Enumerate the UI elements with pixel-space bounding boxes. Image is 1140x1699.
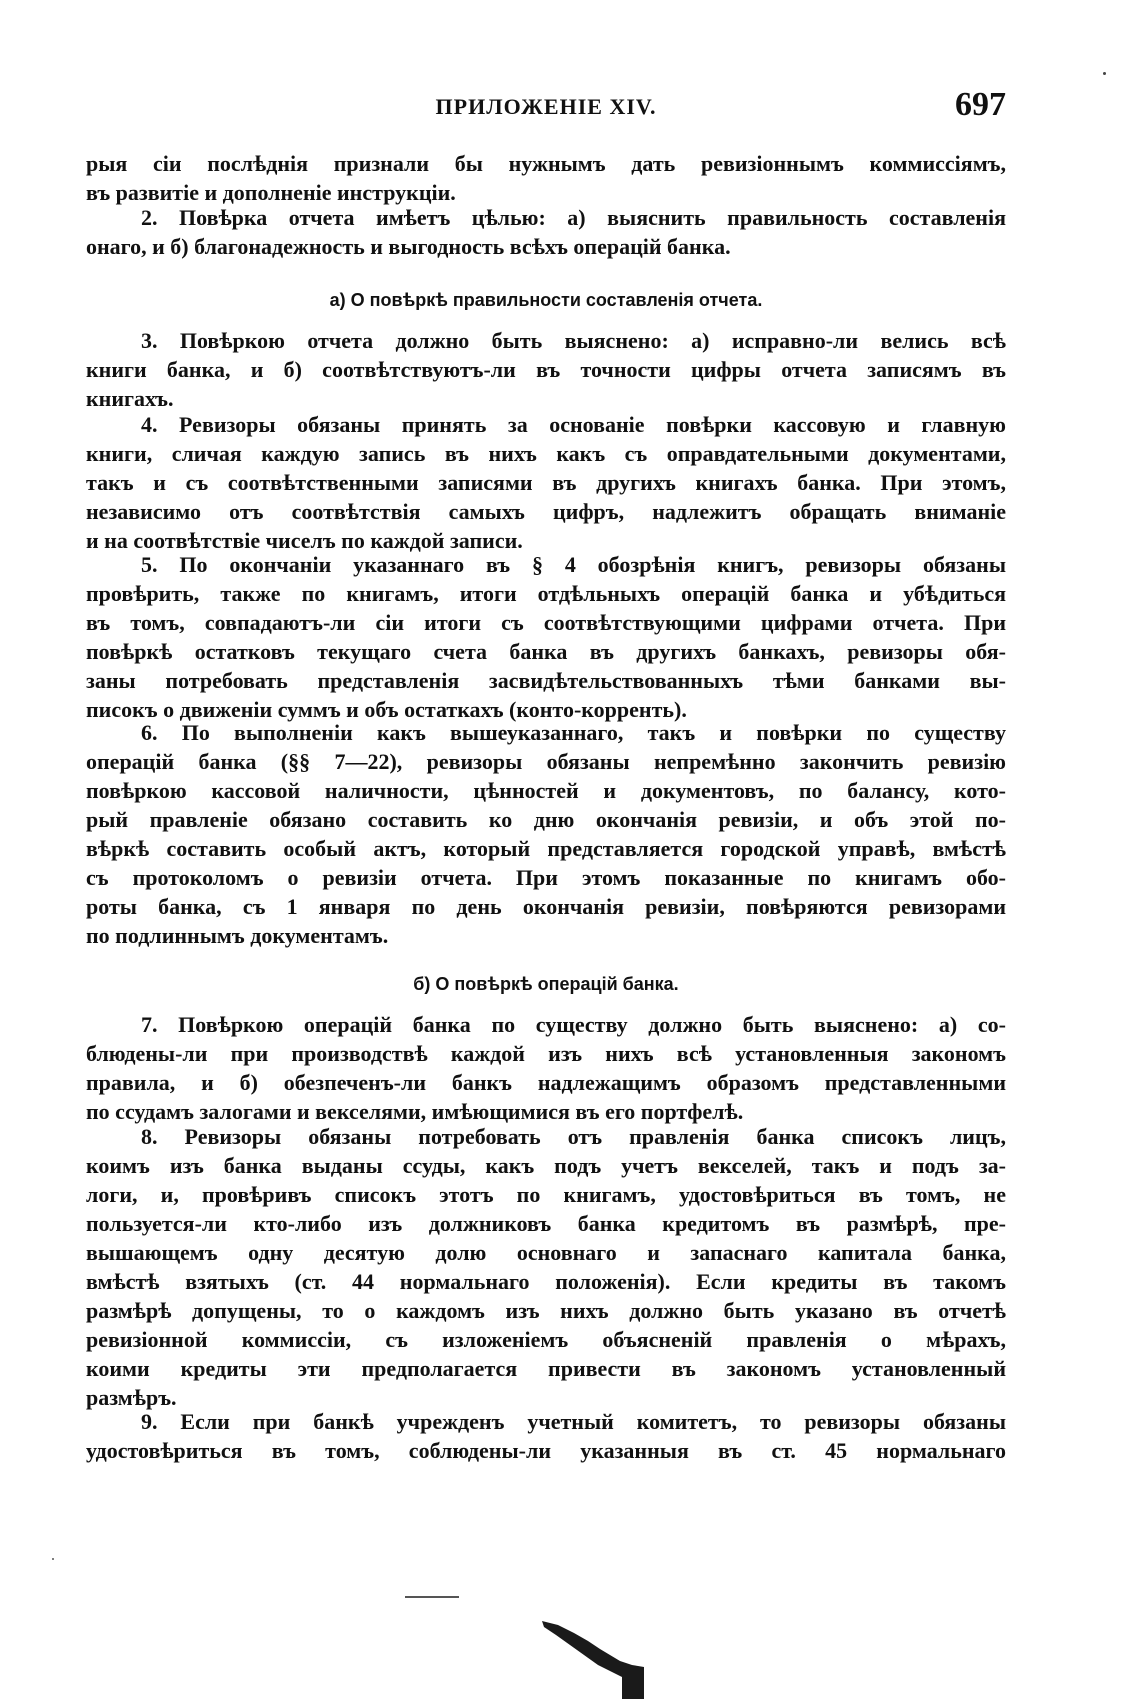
text-line: въ томъ, совпадаютъ-ли сіи итоги съ соотвѣтствующими цифрами отчета. При: [86, 610, 1006, 635]
text-line: 8. Ревизоры обязаны потребовать отъ правленія банка списокъ лицъ,: [141, 1124, 1006, 1149]
paragraph-5: [86, 550, 1006, 724]
text-line: вышающемъ одну десятую долю основнаго и запаснаго капитала банка,: [86, 1240, 1006, 1265]
scan-artifact-blot: [540, 1615, 650, 1699]
paragraph-3: [86, 326, 1006, 413]
text-line: такъ и съ соотвѣтственными записями въ другихъ книгахъ банка. При этомъ,: [86, 470, 1006, 495]
text-line: 9. Если при банкѣ учрежденъ учетный комитетъ, то ревизоры обязаны: [141, 1409, 1006, 1434]
running-title: ПРИЛОЖЕНІЕ XIV.: [435, 94, 657, 119]
text-line: удостовѣриться въ томъ, соблюдены-ли указанныя въ ст. 45 нормальнаго: [86, 1438, 1006, 1463]
text-line: повѣркою кассовой наличности, цѣнностей и документовъ, по балансу, кото-: [86, 778, 1006, 803]
text-line: повѣркѣ остатковъ текущаго счета банка въ другихъ банкахъ, ревизоры обя-: [86, 639, 1006, 664]
text-line: роты банка, съ 1 января по день окончанія ревизіи, повѣряются ревизорами: [86, 894, 1006, 919]
text-line: рый правленіе обязано составить ко дню окончанія ревизіи, и объ этой по-: [86, 807, 1006, 832]
text-line: ревизіонной коммиссіи, съ изложеніемъ объясненій правленія о мѣрахъ,: [86, 1327, 1006, 1352]
text-line: вѣркѣ составить особый актъ, который представляется городской управѣ, вмѣстѣ: [86, 836, 1006, 861]
text-line: рыя сіи послѣднія признали бы нужнымъ дать ревизіоннымъ коммиссіямъ,: [86, 151, 1006, 176]
text-line: операцій банка (§§ 7—22), ревизоры обязаны непремѣнно закончить ревизію: [86, 749, 1006, 774]
section-heading-a: а) О повѣркѣ правильности составленія отчета.: [329, 290, 763, 310]
text-line: 3. Повѣркою отчета должно быть выяснено: а) исправно-ли велись всѣ: [141, 328, 1006, 353]
text-line: вмѣстѣ взятыхъ (ст. 44 нормальнаго положенія). Если кредиты въ такомъ: [86, 1269, 1006, 1294]
scan-dot: [1103, 72, 1106, 75]
text-line: коимъ изъ банка выданы ссуды, какъ подъ учетъ векселей, такъ и подъ за-: [86, 1153, 1006, 1178]
paragraph-8: [86, 1122, 1006, 1412]
scan-artifact-line: [405, 1596, 459, 1598]
text-line: провѣрить, также по книгамъ, итоги отдѣльныхъ операцій банка и убѣдиться: [86, 581, 1006, 606]
text-line: коими кредиты эти предполагается привести въ закономъ установленный: [86, 1356, 1006, 1381]
paragraph-9: [86, 1407, 1006, 1465]
text-line: правила, и б) обезпеченъ-ли банкъ надлежащимъ образомъ представленными: [86, 1070, 1006, 1095]
text-line: онаго, и б) благонадежность и выгодность всѣхъ операцій банка.: [86, 234, 731, 259]
text-line: 5. По окончаніи указаннаго въ § 4 обозрѣнія книгъ, ревизоры обязаны: [141, 552, 1006, 577]
text-line: логи, и, провѣривъ списокъ этотъ по книгамъ, удостовѣриться въ томъ, не: [86, 1182, 1006, 1207]
text-line: 4. Ревизоры обязаны принять за основаніе повѣрки кассовую и главную: [141, 412, 1006, 437]
paragraph-2: [86, 203, 1006, 261]
paragraph-intro: [86, 149, 1006, 207]
text-line: по подлиннымъ документамъ.: [86, 923, 389, 948]
running-header: [86, 88, 1006, 132]
text-line: размѣрѣ допущены, то о каждомъ изъ нихъ должно быть указано въ отчетѣ: [86, 1298, 1006, 1323]
text-line: пользуется-ли кто-либо изъ должниковъ банка кредитомъ въ размѣрѣ, пре-: [86, 1211, 1006, 1236]
paragraph-6: [86, 718, 1006, 950]
text-line: независимо отъ соотвѣтствія самыхъ цифръ, надлежитъ обращать вниманіе: [86, 499, 1006, 524]
text-line: по ссудамъ залогами и векселями, имѣющимися въ его портфелѣ.: [86, 1099, 744, 1124]
text-line: съ протоколомъ о ревизіи отчета. При этомъ показанные по книгамъ обо-: [86, 865, 1006, 890]
text-line: книги, сличая каждую запись въ нихъ какъ съ оправдательными документами,: [86, 441, 1006, 466]
text-line: и на соотвѣтствіе чиселъ по каждой записи.: [86, 528, 523, 553]
text-line: 7. Повѣркою операцій банка по существу должно быть выяснено: а) со-: [141, 1012, 1006, 1037]
text-line: книги банка, и б) соотвѣтствуютъ-ли въ точности цифры отчета записямъ въ: [86, 357, 1006, 382]
text-line: заны потребовать представленія засвидѣтельствованныхъ тѣми банками вы-: [86, 668, 1006, 693]
text-line: писокъ о движеніи суммъ и объ остаткахъ (конто-корренть).: [86, 697, 687, 722]
paragraph-4: [86, 410, 1006, 555]
text-line: размѣръ.: [86, 1385, 177, 1410]
text-line: въ развитіе и дополненіе инструкціи.: [86, 180, 456, 205]
text-line: 6. По выполненіи какъ вышеуказаннаго, такъ и повѣрки по существу: [141, 720, 1006, 745]
page-number: 697: [955, 86, 1006, 123]
section-heading-b: б) О повѣркѣ операцій банка.: [413, 974, 679, 994]
text-line: книгахъ.: [86, 386, 174, 411]
scan-dot: [52, 1558, 54, 1560]
text-line: блюдены-ли при производствѣ каждой изъ нихъ всѣ установленныя закономъ: [86, 1041, 1006, 1066]
paragraph-7: [86, 1010, 1006, 1126]
text-line: 2. Повѣрка отчета имѣетъ цѣлью: а) выяснить правильность составленія: [141, 205, 1006, 230]
